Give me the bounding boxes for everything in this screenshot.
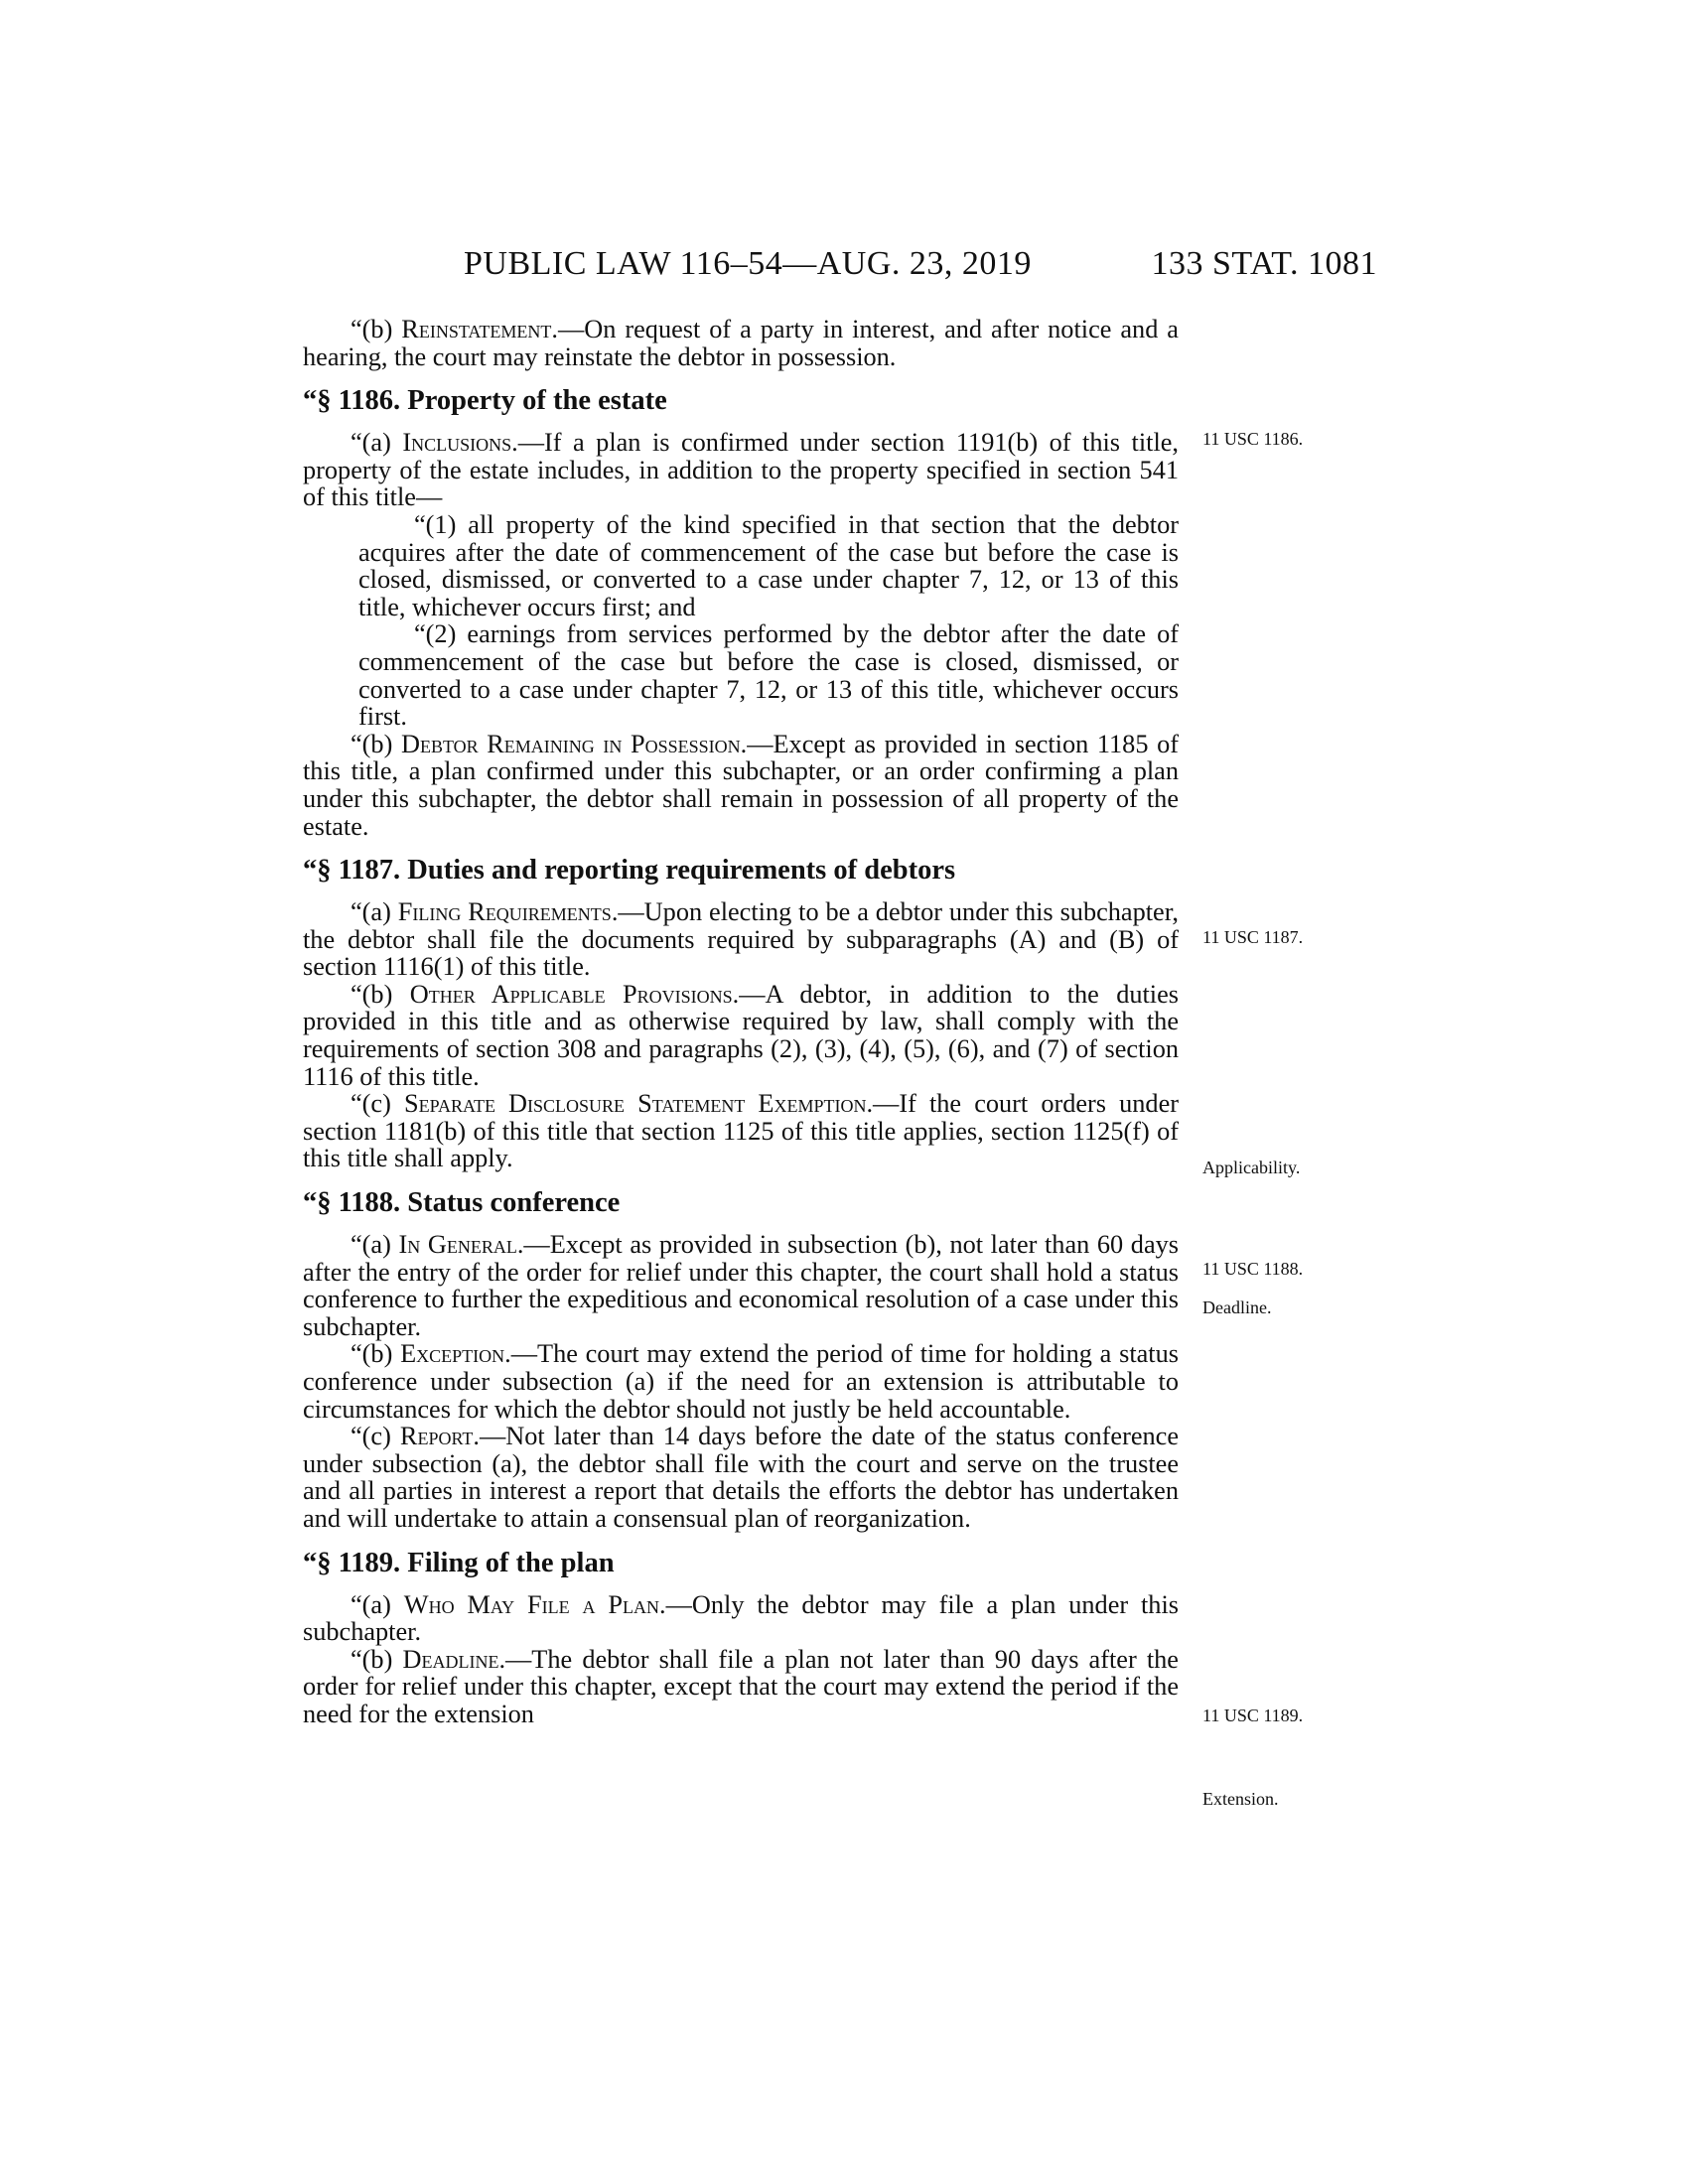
margin-note-1189: 11 USC 1189. — [1202, 1706, 1304, 1725]
paragraph-1186a: “(a) Inclusions.—If a plan is confirmed under section 1191(b) of this title, property of the estate includes, in addition to the property specified in section 541 of this title— — [303, 428, 1179, 512]
subsection-heading: Filing Requirements — [397, 897, 612, 927]
subsection-heading: Separate Disclosure Statement Exemption — [403, 1089, 867, 1119]
subsection-heading: Reinstatement — [401, 315, 552, 343]
section-heading-1186: “§ 1186. Property of the estate — [303, 385, 667, 417]
margin-note-applicability: Applicability. — [1202, 1158, 1301, 1177]
paragraph-1187a: “(a) Filing Requirements.—Upon electing to be a debtor under this subchapter, the debtor shall file the documents required by subparagraphs (A) and (B) of section 1116(1) of this title. — [303, 897, 1179, 982]
paragraph-1186b: “(b) Debtor Remaining in Possession.—Except as provided in section 1185 of this title, a plan confirmed under this subchapter, or an order confirming a plan under this subchapter, the debtor shall remain in possession of all property of the estate. — [303, 729, 1179, 841]
margin-note-1187: 11 USC 1187. — [1202, 927, 1304, 947]
subsection-heading: Other Applicable Provisions — [409, 979, 733, 1009]
page-header — [303, 245, 1377, 295]
subsection-heading: Exception — [400, 1339, 505, 1369]
margin-note-deadline: Deadline. — [1202, 1297, 1272, 1317]
section-heading-1188: “§ 1188. Status conference — [303, 1187, 621, 1219]
paragraph-1188a: “(a) In General.—Except as provided in subsection (b), not later than 60 days after the entry of the order for relief under this chapter, the court shall hold a status conference to further the expeditious and economical resolution of a case under this subchapter. — [303, 1230, 1179, 1341]
margin-note-1186: 11 USC 1186. — [1202, 429, 1304, 449]
paragraph-1187c: “(c) Separate Disclosure Statement Exemption.—If the court orders under section 1181(b) of this title that section 1125 of this title applies, section 1125(f) of this title shall apply. — [303, 1089, 1180, 1173]
document-body — [303, 316, 1179, 1728]
subsection-heading: Inclusions — [402, 428, 512, 458]
public-law-title: PUBLIC LAW 116–54—AUG. 23, 2019 — [464, 245, 1032, 282]
subsection-heading: Deadline — [402, 1644, 499, 1674]
paragraph-1186a1: “(1) all property of the kind specified in that section that the debtor acquires after the date of commencement of the case but before the case is closed, dismissed, or converted to a case under chapter 7, 12, or 13 of this title, whichever occurs first; and — [358, 509, 1179, 621]
section-heading-1189: “§ 1189. Filing of the plan — [303, 1547, 615, 1578]
paragraph-1188b: “(b) Exception.—The court may extend the period of time for holding a status conference under subsection (a) if the need for an extension is attributable to circumstances for which the debtor should not justly be held accountable. — [303, 1339, 1179, 1424]
subsection-heading: Who May File a Plan — [403, 1589, 660, 1619]
paragraph-1189a: “(a) Who May File a Plan.—Only the debtor may file a plan under this subchapter. — [303, 1589, 1179, 1647]
paragraph-1186a2: “(2) earnings from services performed by the debtor after the date of commencement of the case but before the case is closed, dismissed, or converted to a case under chapter 7, 12, or 13 of this title, whichever occurs first. — [358, 619, 1179, 732]
statute-page-number: 133 STAT. 1081 — [1151, 245, 1377, 282]
section-heading-1187: “§ 1187. Duties and reporting requirements of debtors — [303, 855, 956, 887]
paragraph-1187b: “(b) Other Applicable Provisions.—A debtor, in addition to the duties provided in this title and as otherwise required by law, shall comply with the requirements of section 308 and paragraphs (2), (3), (4), (5), (6), and (7) of section 1116 of this title. — [303, 979, 1180, 1091]
margin-note-extension: Extension. — [1202, 1789, 1279, 1809]
subsection-heading: Debtor Remaining in Possession — [400, 729, 741, 758]
paragraph-1185b: “(b) Reinstatement.—On request of a party in interest, and after notice and a hearing, the court may reinstate the debtor in possession. — [303, 315, 1179, 371]
paragraph-1188c: “(c) Report.—Not later than 14 days before the date of the status conference under subsection (a), the debtor shall file with the court and serve on the trustee and all parties in interest a report that details the efforts the debtor has undertaken and will undertake to attain a consensual plan of reorganization. — [303, 1422, 1179, 1533]
margin-note-1188: 11 USC 1188. — [1202, 1259, 1304, 1279]
subsection-heading: In General — [398, 1230, 517, 1260]
subsection-heading: Report — [399, 1422, 474, 1451]
paragraph-1189b: “(b) Deadline.—The debtor shall file a plan not later than 90 days after the order for relief under this chapter, except that the court may extend the period if the need for the extension — [303, 1644, 1179, 1728]
